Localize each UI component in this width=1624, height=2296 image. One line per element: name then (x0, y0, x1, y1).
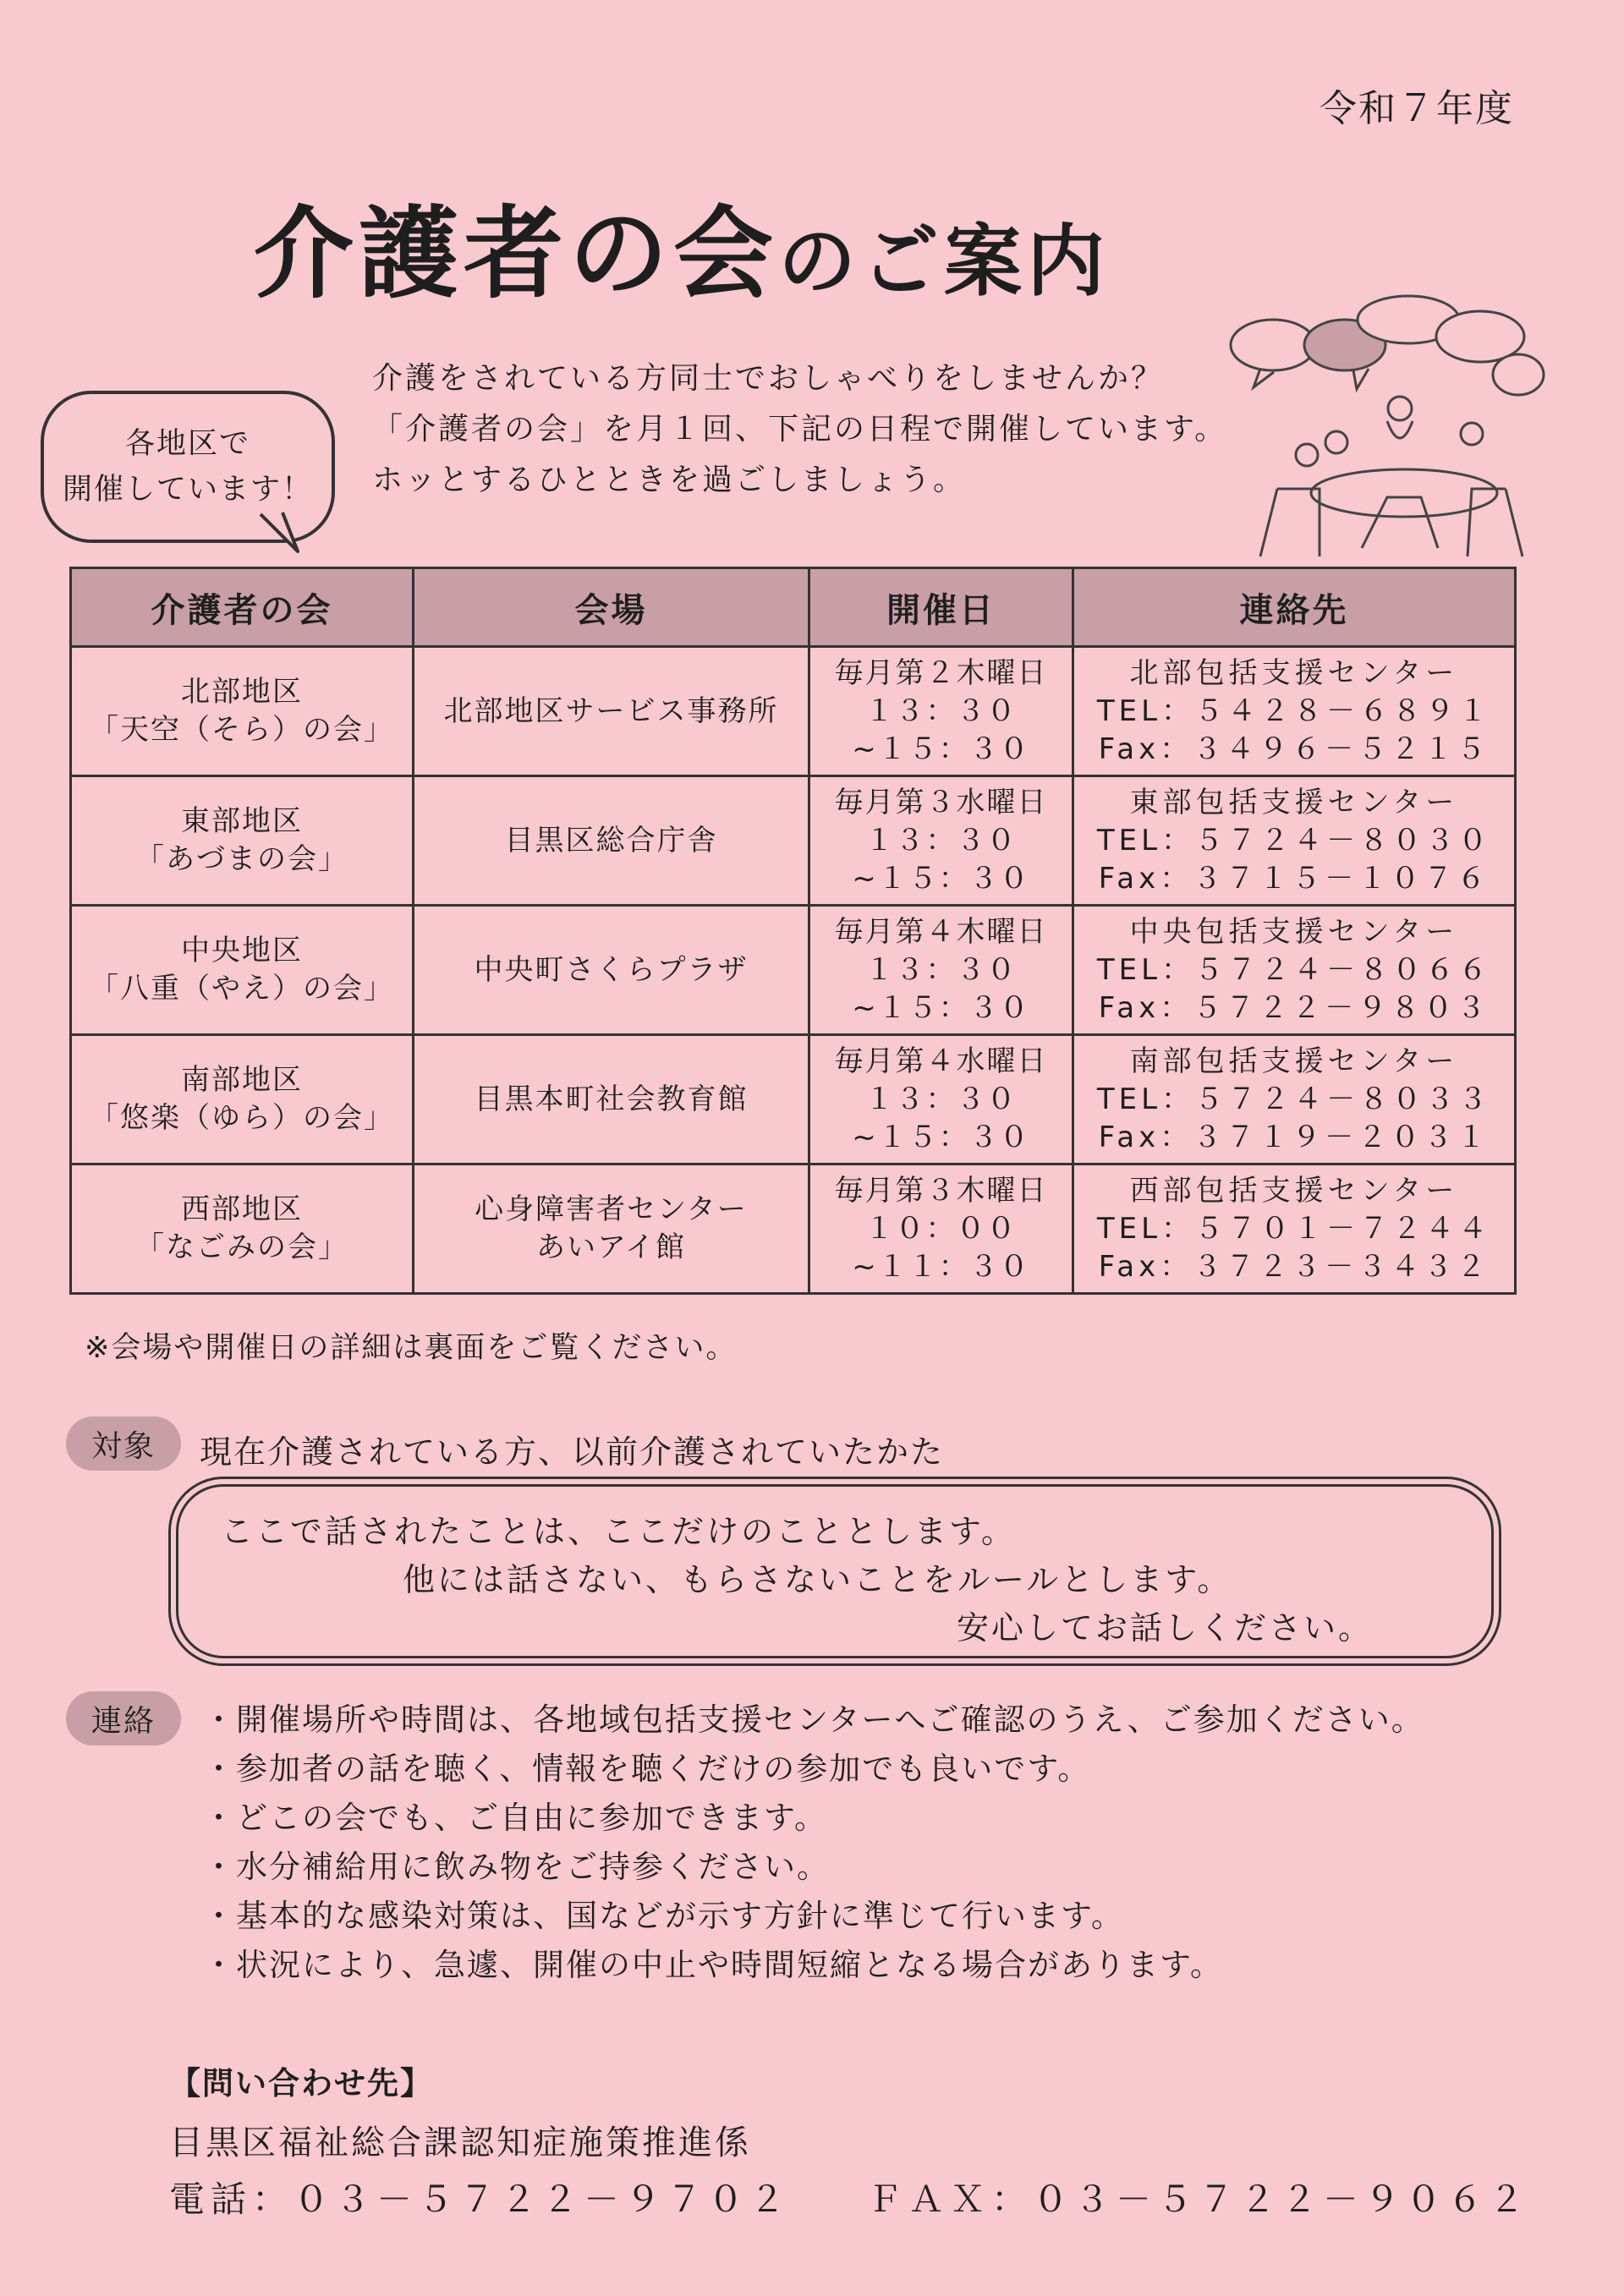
fax-number: Fax：３７２３－３４３２ (1098, 1249, 1490, 1284)
list-item: ・基本的な感染対策は、国などが示す方針に準じて行います。 (203, 1898, 1125, 1934)
inquiry-phones (169, 2172, 1530, 2222)
center-name: 中央包括支援センター (1129, 914, 1459, 949)
rule-line-3: 安心してお話しください。 (957, 1609, 1374, 1647)
bubble-line-1: 各地区で (124, 427, 250, 461)
end-time: ~１５：３０ (852, 1120, 1030, 1154)
conversation-illustration-icon (1226, 294, 1548, 565)
rule-line-1: ここで話されたことは、ここだけのこととします。 (221, 1513, 1016, 1550)
contact-cell (1073, 1035, 1516, 1164)
tel-number: TEL：５４２８－６８９１ (1096, 693, 1492, 728)
intro-line-1: 介護をされている方同士でおしゃべりをしませんか？ (372, 361, 1165, 396)
rules-box (176, 1484, 1494, 1658)
center-name: 南部包括支援センター (1129, 1044, 1459, 1078)
table-row (71, 1035, 1516, 1164)
schedule-table (69, 567, 1517, 1295)
header-date: 開催日 (809, 568, 1073, 647)
group-name: 「天空（そら）の会」 (90, 713, 394, 747)
contact-tag: 連絡 (66, 1691, 181, 1745)
meeting-day: 毎月第４水曜日 (834, 1044, 1048, 1078)
header-contact: 連絡先 (1073, 568, 1516, 647)
group-cell (71, 776, 414, 906)
header-venue: 会場 (414, 568, 809, 647)
intro-line-3: ホッとするひとときを過ごしましょう。 (372, 463, 967, 497)
date-cell (809, 1035, 1073, 1164)
venue-cell (414, 1164, 809, 1294)
rule-line-2: 他には話さない、もらさないことをルールとします。 (403, 1561, 1232, 1598)
end-time: ~１５：３０ (852, 732, 1030, 766)
area-name: 東部地区 (181, 804, 303, 838)
tel-number: TEL：５７２４－８０３０ (1096, 823, 1492, 858)
intro-line-2: 「介護者の会」を月１回、下記の日程で開催しています。 (372, 412, 1228, 447)
page-title (254, 173, 1110, 317)
table-row (71, 776, 1516, 906)
meeting-day: 毎月第４木曜日 (834, 914, 1048, 949)
contact-cell (1073, 1164, 1516, 1294)
list-item: ・どこの会でも、ご自由に参加できます。 (203, 1800, 828, 1836)
title-suffix: のご案内 (778, 216, 1111, 307)
fax-number: Fax：３７１５－１０７６ (1098, 861, 1490, 896)
venue-name-2: あいアイ館 (536, 1230, 686, 1264)
area-name: 北部地区 (181, 675, 303, 709)
contact-cell (1073, 906, 1516, 1035)
fax-number: Fax：５７２２－９８０３ (1098, 990, 1490, 1025)
venue-cell (414, 1035, 809, 1164)
inquiry-heading: 【問い合わせ先】 (169, 2065, 433, 2101)
target-text: 現在介護されている方、以前介護されていたかた (200, 1433, 945, 1471)
end-time: ~１１：３０ (852, 1249, 1030, 1284)
venue-name: 目黒区総合庁舎 (504, 823, 718, 858)
list-item: ・参加者の話を聴く、情報を聴くだけの参加でも良いです。 (203, 1751, 1091, 1787)
group-name: 「あづまの会」 (135, 842, 348, 876)
contact-cell (1073, 776, 1516, 906)
bubble-tail-icon (254, 507, 313, 558)
venue-cell (414, 776, 809, 906)
bubble-line-2: 開催しています！ (62, 473, 313, 507)
tel-number: TEL：５７０１－７２４４ (1096, 1211, 1492, 1246)
meeting-day: 毎月第２木曜日 (834, 655, 1048, 690)
venue-cell (414, 906, 809, 1035)
header-group: 介護者の会 (71, 568, 414, 647)
start-time: １３：３０ (864, 693, 1018, 728)
end-time: ~１５：３０ (852, 990, 1030, 1025)
group-name: 「八重（やえ）の会」 (90, 972, 394, 1006)
group-cell (71, 1164, 414, 1294)
venue-name: 中央町さくらプラザ (474, 952, 749, 987)
inquiry-fax: ＦＡＸ：０３－５７２２－９０６２ (867, 2178, 1531, 2220)
area-name: 南部地区 (181, 1063, 303, 1097)
venue-name: 目黒本町社会教育館 (474, 1082, 749, 1116)
target-tag: 対象 (66, 1417, 181, 1471)
fax-number: Fax：３７１９－２０３１ (1098, 1120, 1490, 1154)
start-time: １３：３０ (864, 952, 1018, 987)
start-time: １０：００ (864, 1211, 1018, 1246)
venue-name: 北部地区サービス事務所 (443, 693, 779, 728)
date-cell (809, 647, 1073, 776)
title-main: 介護者の会 (254, 195, 779, 312)
tel-number: TEL：５７２４－８０３３ (1096, 1082, 1492, 1116)
group-cell (71, 647, 414, 776)
contact-cell (1073, 647, 1516, 776)
inquiry-tel: 電話：０３－５７２２－９７０２ (169, 2178, 792, 2220)
center-name: 北部包括支援センター (1129, 655, 1459, 690)
group-cell (71, 906, 414, 1035)
table-header-row (71, 568, 1516, 647)
meeting-day: 毎月第３木曜日 (834, 1173, 1048, 1208)
center-name: 東部包括支援センター (1129, 785, 1459, 819)
table-note: ※会場や開催日の詳細は裏面をご覧ください。 (85, 1331, 738, 1365)
meeting-day: 毎月第３水曜日 (834, 785, 1048, 819)
list-item: ・状況により、急遽、開催の中止や時間短縮となる場合があります。 (203, 1947, 1224, 1983)
center-name: 西部包括支援センター (1129, 1173, 1459, 1208)
start-time: １３：３０ (864, 823, 1018, 858)
list-item: ・水分補給用に飲み物をご持参ください。 (203, 1849, 830, 1885)
list-item: ・開催場所や時間は、各地域包括支援センターへご確認のうえ、ご参加ください。 (203, 1701, 1424, 1738)
area-name: 西部地区 (181, 1192, 303, 1226)
inquiry-org: 目黒区福祉総合課認知症施策推進係 (169, 2123, 751, 2162)
venue-cell (414, 647, 809, 776)
date-cell (809, 1164, 1073, 1294)
table-row (71, 906, 1516, 1035)
tel-number: TEL：５７２４－８０６６ (1096, 952, 1492, 987)
start-time: １３：３０ (864, 1082, 1018, 1116)
group-cell (71, 1035, 414, 1164)
group-name: 「悠楽（ゆら）の会」 (90, 1101, 394, 1135)
date-cell (809, 906, 1073, 1035)
fax-number: Fax：３４９６－５２１５ (1098, 732, 1490, 766)
area-name: 中央地区 (181, 934, 303, 967)
group-name: 「なごみの会」 (135, 1230, 348, 1264)
fiscal-year: 令和７年度 (1320, 87, 1514, 130)
end-time: ~１５：３０ (852, 861, 1030, 896)
intro-text (372, 353, 1227, 506)
date-cell (809, 776, 1073, 906)
table-row (71, 647, 1516, 776)
table-row (71, 1164, 1516, 1294)
contact-list (203, 1696, 1424, 1990)
venue-name: 心身障害者センター (475, 1192, 748, 1226)
